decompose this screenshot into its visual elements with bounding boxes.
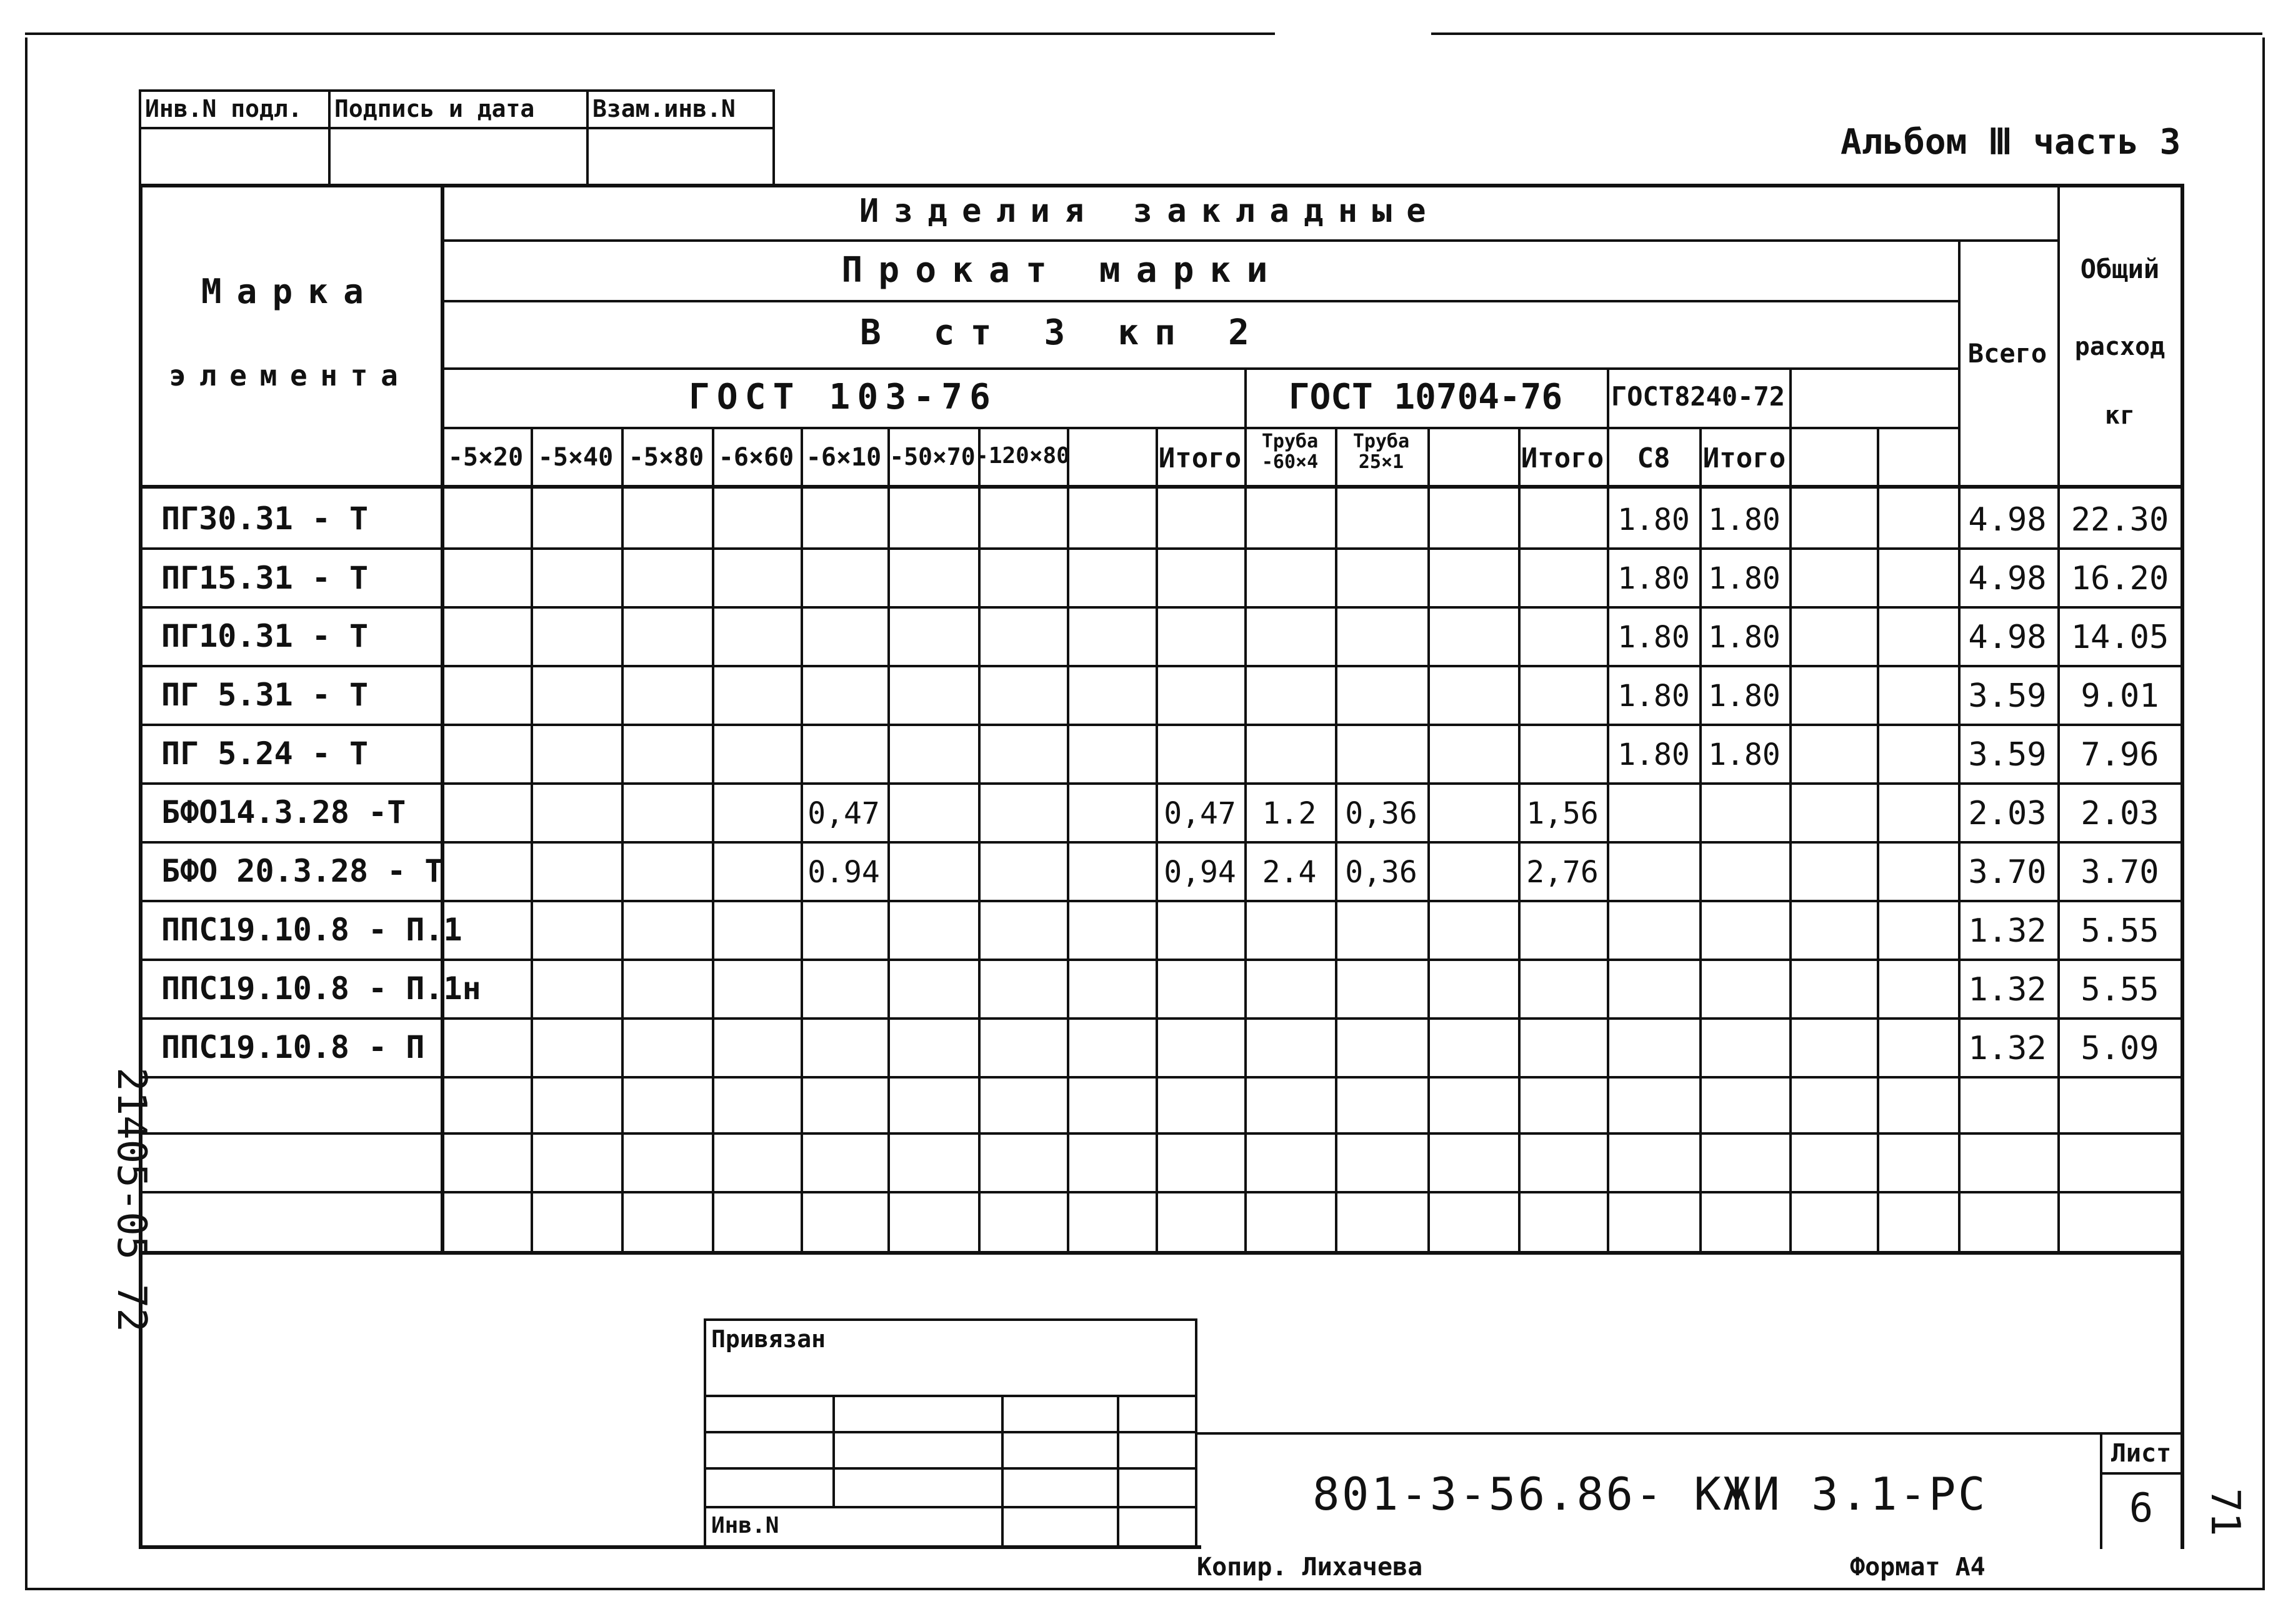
header-izdeliya: Изделия закладные bbox=[859, 192, 1441, 230]
cell-vsego: 4.98 bbox=[1968, 560, 2047, 597]
row-name: ППС19.10.8 - П bbox=[161, 1029, 425, 1065]
row-name: ПГ15.31 - Т bbox=[161, 560, 369, 596]
cell-vsego: 3.59 bbox=[1968, 736, 2047, 774]
col-header: -50×70 bbox=[889, 443, 976, 471]
header-obshchiy: Общий bbox=[2080, 254, 2160, 284]
header-vst: В ст 3 кп 2 bbox=[859, 312, 1266, 353]
header-vsego: Всего bbox=[1967, 338, 2047, 369]
cell-6x10: 0.94 bbox=[807, 855, 880, 890]
col-header: -5×40 bbox=[537, 443, 614, 472]
header-elementa: элемента bbox=[169, 359, 411, 392]
row-name: ПГ10.31 - Т bbox=[161, 618, 369, 654]
cell-c8: 1.80 bbox=[1617, 620, 1690, 655]
cell-c8: 1.80 bbox=[1617, 737, 1690, 772]
col-header: Итого bbox=[1521, 442, 1604, 474]
format-label: Формат А4 bbox=[1850, 1553, 1986, 1582]
cell-itogo3: 1.80 bbox=[1708, 620, 1781, 655]
cell-6x10: 0,47 bbox=[807, 796, 880, 831]
cell-total: 3.70 bbox=[2081, 854, 2159, 891]
cell-vsego: 3.70 bbox=[1968, 854, 2047, 891]
cell-truba60: 1.2 bbox=[1262, 796, 1317, 831]
cell-truba60: 2.4 bbox=[1262, 855, 1317, 890]
row-name: ППС19.10.8 - П.1 bbox=[161, 912, 462, 948]
kopir-label: Копир. Лихачева bbox=[1197, 1553, 1423, 1582]
col-header: Труба -60×4 bbox=[1261, 431, 1319, 473]
col-header: -6×60 bbox=[718, 443, 794, 472]
cell-vsego: 2.03 bbox=[1968, 795, 2047, 832]
side-number: 21405-05 72 bbox=[108, 1067, 154, 1332]
cell-total: 5.55 bbox=[2081, 912, 2159, 950]
doc-code: 801-3-56.86- КЖИ 3.1-РС bbox=[1312, 1468, 1987, 1520]
col-header: C8 bbox=[1637, 442, 1671, 474]
col-header: -6×10 bbox=[806, 443, 882, 472]
cell-total: 14.05 bbox=[2071, 619, 2169, 656]
row-name: БФО 20.3.28 - Т bbox=[161, 853, 444, 889]
cell-itogo3: 1.80 bbox=[1708, 679, 1781, 714]
row-name: БФО14.3.28 -Т bbox=[161, 794, 406, 830]
album-label: Альбом Ⅲ часть 3 bbox=[1841, 122, 2181, 162]
cell-itogo3: 1.80 bbox=[1708, 561, 1781, 596]
cell-itogo3: 1.80 bbox=[1708, 502, 1781, 537]
row-name: ПГ30.31 - Т bbox=[161, 501, 369, 537]
cell-total: 7.96 bbox=[2081, 736, 2159, 774]
cell-vsego: 4.98 bbox=[1968, 619, 2047, 656]
col-header: Итого bbox=[1158, 442, 1242, 474]
header-prokat: Прокат марки bbox=[841, 250, 1284, 291]
stamp-inv-podl: Инв.N подл. bbox=[145, 95, 302, 122]
header-raskhod: расход bbox=[2074, 332, 2166, 361]
col-header: -120×80 bbox=[975, 443, 1070, 469]
cell-vsego: 1.32 bbox=[1968, 912, 2047, 950]
cell-c8: 1.80 bbox=[1617, 561, 1690, 596]
header-kg: кг bbox=[2104, 401, 2136, 430]
list-label: Лист bbox=[2111, 1439, 2172, 1468]
cell-itogo1: 0,47 bbox=[1164, 796, 1236, 831]
cell-vsego: 1.32 bbox=[1968, 1030, 2047, 1067]
cell-total: 2.03 bbox=[2081, 795, 2159, 832]
cell-itogo1: 0,94 bbox=[1164, 855, 1236, 890]
inv-n-label: Инв.N bbox=[711, 1513, 779, 1538]
list-number: 6 bbox=[2129, 1485, 2154, 1532]
cell-itogo2: 1,56 bbox=[1526, 796, 1599, 831]
cell-total: 5.55 bbox=[2081, 971, 2159, 1009]
cell-c8: 1.80 bbox=[1617, 679, 1690, 714]
cell-vsego: 3.59 bbox=[1968, 677, 2047, 715]
row-name: ПГ 5.24 - Т bbox=[161, 735, 369, 772]
header-gost1: ГОСТ 103-76 bbox=[688, 377, 998, 417]
cell-vsego: 1.32 bbox=[1968, 971, 2047, 1009]
col-header: Труба 25×1 bbox=[1352, 431, 1410, 473]
cell-itogo2: 2,76 bbox=[1526, 855, 1599, 890]
cell-vsego: 4.98 bbox=[1968, 501, 2047, 539]
cell-total: 22.30 bbox=[2071, 501, 2169, 539]
cell-itogo3: 1.80 bbox=[1708, 737, 1781, 772]
header-gost2: ГОСТ 10704-76 bbox=[1288, 377, 1563, 417]
cell-total: 16.20 bbox=[2071, 560, 2169, 597]
col-header: Итого bbox=[1702, 442, 1786, 474]
header-marka: Марка bbox=[201, 272, 379, 311]
col-header: -5×80 bbox=[628, 443, 704, 472]
stamp-podpis-data: Подпись и дата bbox=[334, 95, 535, 122]
cell-total: 9.01 bbox=[2081, 677, 2159, 715]
cell-truba25: 0,36 bbox=[1345, 796, 1417, 831]
col-header: -5×20 bbox=[447, 443, 524, 472]
privyazan-label: Привязан bbox=[711, 1325, 826, 1353]
cell-truba25: 0,36 bbox=[1345, 855, 1417, 890]
cell-c8: 1.80 bbox=[1617, 502, 1690, 537]
corner-number: 71 bbox=[2202, 1488, 2248, 1537]
cell-total: 5.09 bbox=[2081, 1030, 2159, 1067]
header-gost3: ГОСТ8240-72 bbox=[1611, 381, 1786, 412]
row-name: ПГ 5.31 - Т bbox=[161, 677, 369, 713]
row-name: ППС19.10.8 - П.1н bbox=[161, 970, 481, 1007]
stamp-vzam-inv: Взам.инв.N bbox=[592, 95, 736, 122]
